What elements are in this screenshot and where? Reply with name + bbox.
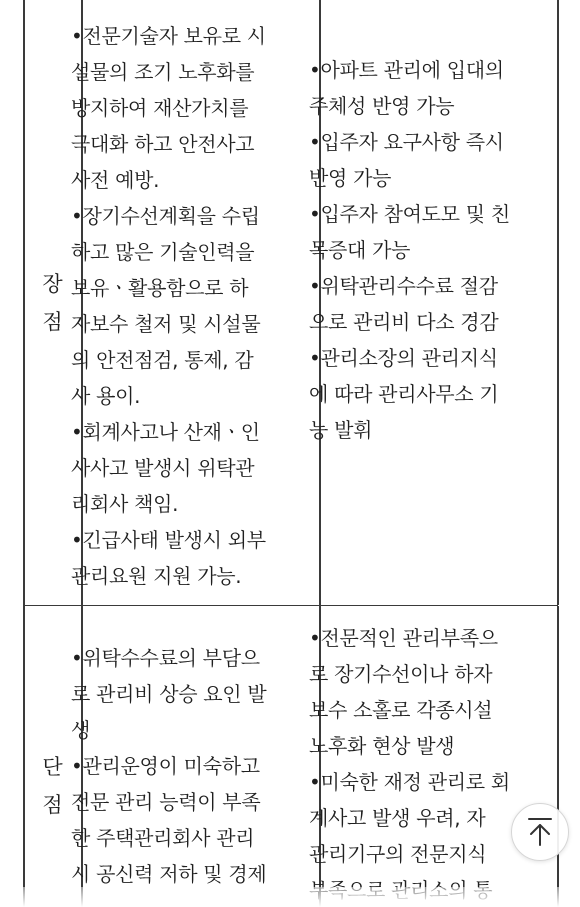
list-item: •미숙한 재정 관리로 회 계사고 발생 우려, 자 관리기구의 전문지식 [309, 770, 510, 866]
list-item: •입주자 참여도모 및 친 목증대 가능 [309, 202, 510, 262]
list-item: •장기수선계획을 수립 하고 많은 기술인력을 보유ㆍ활용함으로 하 자보수 철저 및 시설물 의 안전점검, 통제, 감 사 용이. [71, 204, 261, 408]
cell-consigned-disadvantages [71, 640, 293, 892]
list-item: •전문적인 관리부족으 로 장기수선이나 하자 보수 소홀로 각종시설 노후화 현상 발생 [309, 626, 498, 758]
cell-self-managed-disadvantages [309, 620, 531, 907]
list-item: •위탁수수료의 부담으 로 관리비 상승 요인 발 생 [71, 646, 267, 742]
scroll-to-top-button[interactable] [511, 803, 569, 861]
list-item: •회계사고나 산재ㆍ인 사사고 발생시 위탁관 리회사 책임. [71, 420, 260, 516]
bottom-fade [0, 887, 580, 907]
list-item: •전문기술자 보유로 시 설물의 조기 노후화를 방지하여 재산가치를 극대화 하고 안전사고 사전 예방. [71, 24, 266, 192]
list-item: •아파트 관리에 입대의 주체성 반영 가능 [309, 58, 504, 118]
list-item: •입주자 요구사항 즉시 반영 가능 [309, 130, 504, 190]
list-item: •위탁관리수수료 절감 으로 관리비 다소 경감 [309, 274, 499, 334]
cell-self-managed-advantages [309, 52, 531, 448]
table-border [557, 606, 559, 907]
list-item: •긴급사태 발생시 외부 관리요원 지원 가능. [71, 528, 266, 588]
table-border [557, 0, 559, 605]
row-label-char: 점 [42, 309, 63, 334]
row-label-char: 점 [42, 793, 63, 817]
list-item: •관리소장의 관리지식 에 따라 관리사무소 기 능 발휘 [309, 346, 499, 442]
row-label-char: 단 [42, 755, 63, 779]
row-label-char: 장 [42, 271, 63, 296]
cell-consigned-advantages [71, 18, 293, 594]
list-item: •관리운영이 미숙하고 전문 관리 능력이 부족 한 주택관리회사 관리 시 공신력 저하 및 경제 [71, 754, 267, 886]
arrow-up-to-top-icon [527, 817, 553, 847]
